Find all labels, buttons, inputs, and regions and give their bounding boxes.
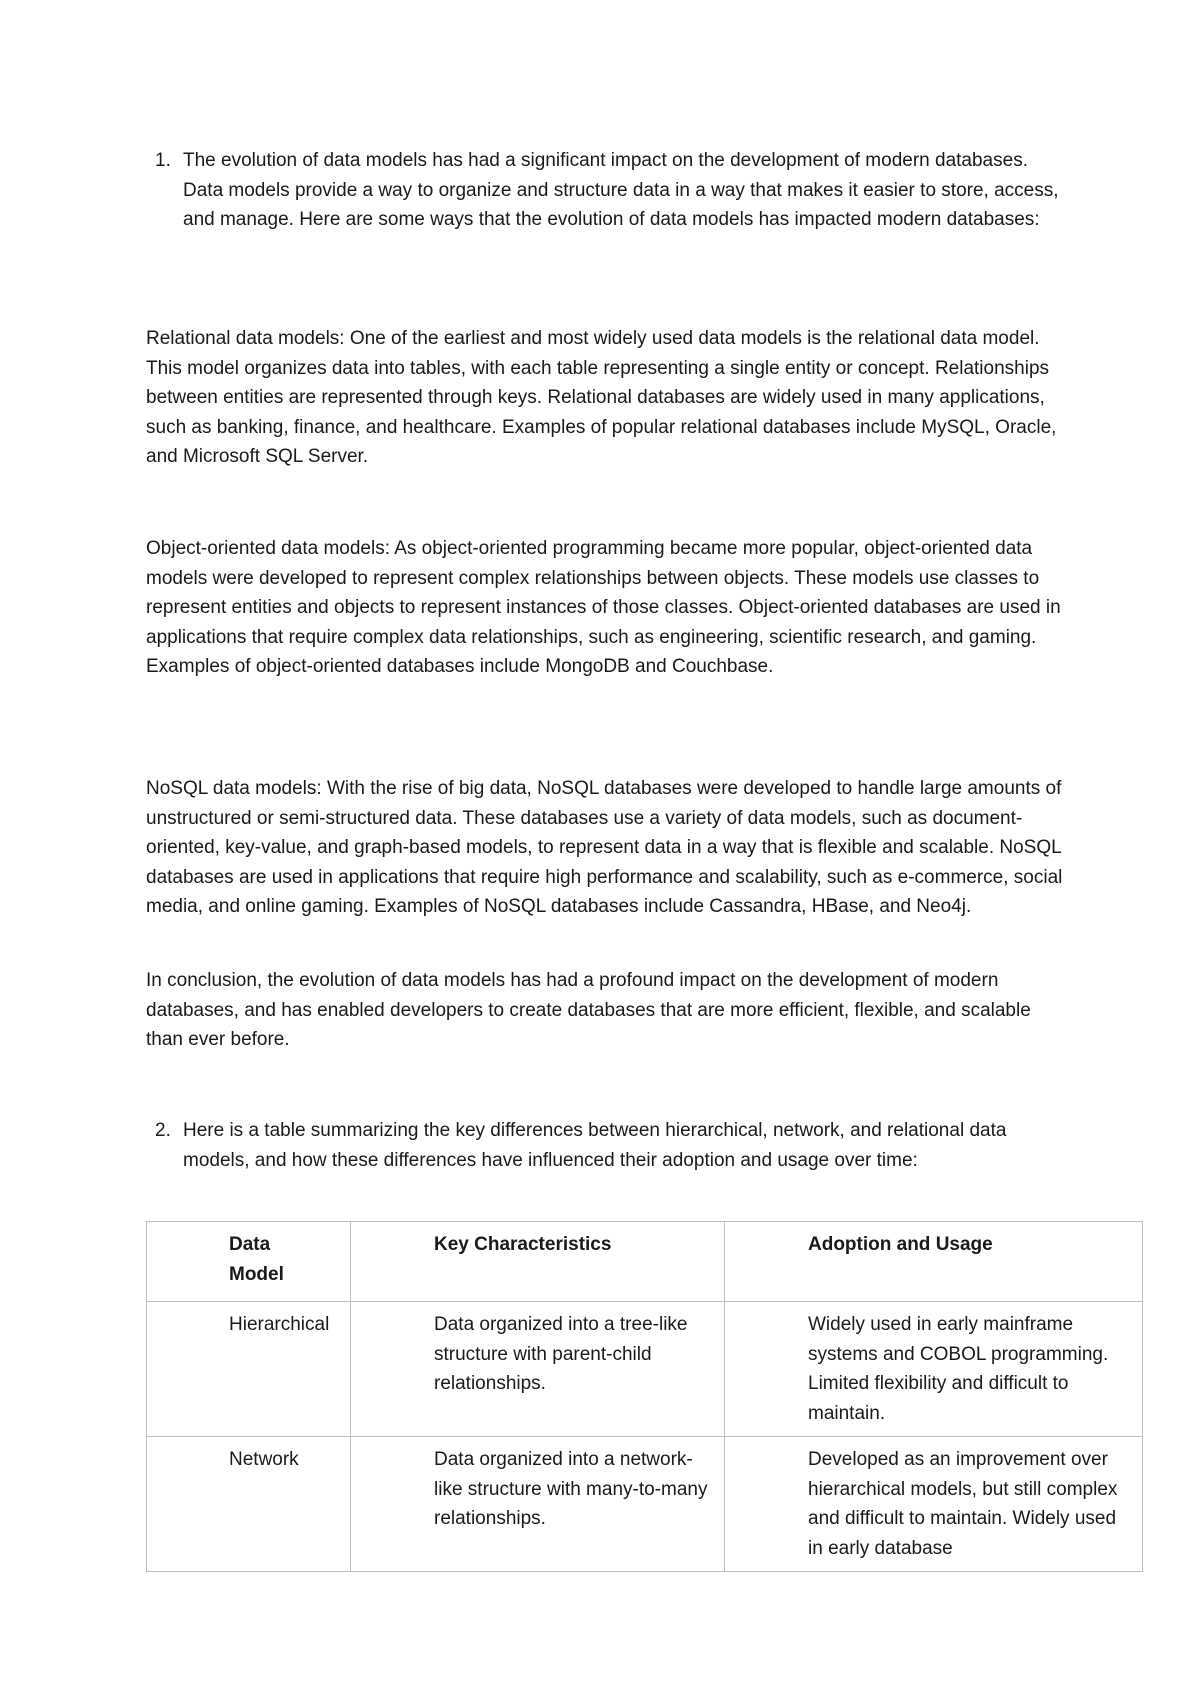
list-item-text: Here is a table summarizing the key differences between hierarchical, network, and relational data models, and how these differences have influenced their adoption and usage over time: [183, 1120, 1007, 1171]
cell-characteristics: Data organized into a tree-like structure with parent-child relationships. [434, 1314, 688, 1394]
table-cell [147, 1437, 351, 1572]
paragraph-text: NoSQL data models: With the rise of big data, NoSQL databases were developed to handle large amounts of unstructured or semi-structured data. These databases use a variety of data models, such as document-oriented, key-value, and graph-based models, to represent data in a way that is flexible and scalable. NoSQL databases are used in applications that require high performance and scalability, such as e-commerce, social media, and online gaming. Examples of NoSQL databases include Cassandra, HBase, and Neo4j. [146, 778, 1063, 917]
list-number: 1. [155, 150, 171, 171]
table-cell [725, 1302, 1143, 1437]
table-header-row [147, 1222, 1143, 1302]
paragraph-object-oriented [146, 534, 1066, 682]
list-item-1 [155, 146, 1063, 235]
header-cell [725, 1222, 1143, 1302]
table-cell [351, 1302, 725, 1437]
header-cell [147, 1222, 351, 1302]
paragraph-relational [146, 324, 1066, 472]
table-row [147, 1302, 1143, 1437]
list-item-2 [155, 1116, 1063, 1175]
paragraph-text: Relational data models: One of the earliest and most widely used data models is the relational data model. This model organizes data into tables, with each table representing a single entity or concept. Relationships between entities are represented through keys. Relational databases are widely used in many applications, such as banking, finance, and healthcare. Examples of popular relational databases include MySQL, Oracle, and Microsoft SQL Server. [146, 328, 1057, 467]
cell-model: Hierarchical [229, 1314, 330, 1335]
cell-characteristics: Data organized into a network-like structure with many-to-many relationships. [434, 1449, 708, 1529]
paragraph-nosql [146, 774, 1066, 922]
data-model-table [146, 1221, 1143, 1572]
table-row [147, 1437, 1143, 1572]
paragraph-conclusion [146, 966, 1066, 1055]
header-cell [351, 1222, 725, 1302]
cell-model: Network [229, 1449, 299, 1470]
cell-usage: Developed as an improvement over hierarchical models, but still complex and difficult to maintain. Widely used in early database [808, 1449, 1118, 1559]
paragraph-text: In conclusion, the evolution of data models has had a profound impact on the development of modern databases, and has enabled developers to create databases that are more efficient, flexible, and scalable than ever before. [146, 970, 1031, 1050]
table-cell [725, 1437, 1143, 1572]
table-cell [147, 1302, 351, 1437]
table-cell [351, 1437, 725, 1572]
cell-usage: Widely used in early mainframe systems and COBOL programming. Limited flexibility and difficult to maintain. [808, 1314, 1109, 1424]
header-adoption-usage: Adoption and Usage [808, 1234, 993, 1255]
header-key-characteristics: Key Characteristics [434, 1234, 612, 1255]
paragraph-text: Object-oriented data models: As object-oriented programming became more popular, object-oriented data models were developed to represent complex relationships between objects. These models use classes to represent entities and objects to represent instances of those classes. Object-oriented databases are used in applications that require complex data relationships, such as engineering, scientific research, and gaming. Examples of object-oriented databases include MongoDB and Couchbase. [146, 538, 1061, 677]
list-item-text: The evolution of data models has had a significant impact on the development of modern databases. Data models provide a way to organize and structure data in a way that makes it easier to store, access, and manage. Here are some ways that the evolution of data models has impacted modern databases: [183, 150, 1059, 230]
header-data-model: Data Model [229, 1234, 284, 1285]
list-number: 2. [155, 1120, 171, 1141]
